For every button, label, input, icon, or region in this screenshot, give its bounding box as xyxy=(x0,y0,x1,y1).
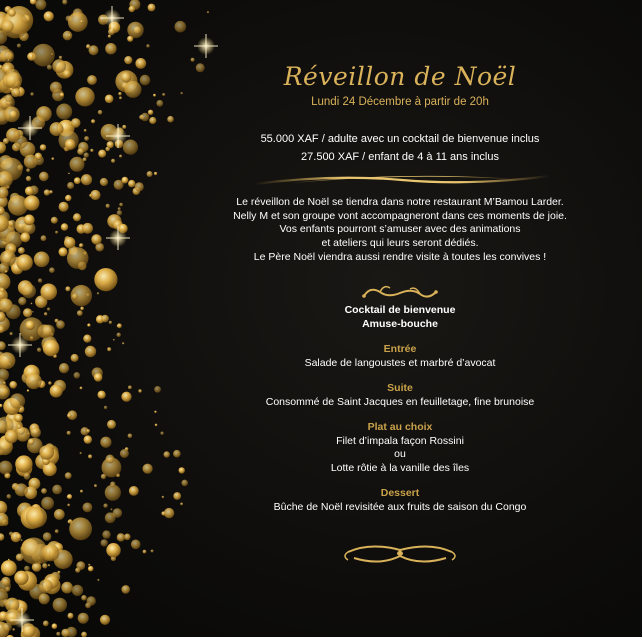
gold-dot xyxy=(3,382,6,385)
gold-dot xyxy=(49,190,52,193)
gold-dot xyxy=(55,231,58,234)
gold-dot xyxy=(39,593,50,604)
gold-dot xyxy=(124,56,132,64)
gold-dot xyxy=(61,582,73,594)
gold-dot xyxy=(154,411,156,413)
course-item: Filet d’impala façon Rossini xyxy=(336,434,464,447)
gold-dot xyxy=(102,530,110,538)
gold-dot xyxy=(68,34,71,37)
gold-dot xyxy=(105,95,114,104)
gold-dot xyxy=(24,195,39,210)
gold-dot xyxy=(154,386,161,393)
gold-dot xyxy=(154,172,157,175)
gold-dot xyxy=(162,93,165,96)
intro-line: et ateliers qui leurs seront dédiés. xyxy=(321,237,479,250)
gold-dot xyxy=(41,235,47,241)
gold-dot xyxy=(32,44,55,67)
gold-dot xyxy=(17,44,21,48)
gold-dot xyxy=(77,310,83,316)
price-adult: 55.000 XAF / adulte avec un cocktail de bienvenue inclus xyxy=(260,133,540,145)
gold-dot xyxy=(128,386,132,390)
gold-dot xyxy=(86,44,90,48)
gold-dot xyxy=(107,347,111,351)
gold-dot xyxy=(175,21,187,33)
gold-dot xyxy=(24,155,38,169)
intro-line: Le réveillon de Noël se tiendra dans notre restaurant M’Bamou Larder. xyxy=(236,196,564,208)
gold-dot xyxy=(85,346,96,357)
gold-dot xyxy=(86,429,90,433)
gold-dot xyxy=(181,480,188,487)
gold-dot xyxy=(117,333,121,337)
gold-dot xyxy=(98,391,106,399)
gold-dot xyxy=(0,352,15,369)
sparkle xyxy=(100,6,124,30)
gold-dot xyxy=(2,535,4,537)
gold-dot xyxy=(72,585,83,596)
gold-dot xyxy=(25,186,34,195)
gold-dot xyxy=(46,589,48,591)
gold-dot xyxy=(49,267,55,273)
gold-dot xyxy=(84,136,89,141)
gold-dot xyxy=(5,270,7,272)
gold-dot xyxy=(143,464,153,474)
gold-dot xyxy=(67,247,89,269)
gold-dot xyxy=(67,431,71,435)
gold-dot xyxy=(119,155,122,158)
gold-dot xyxy=(16,254,32,270)
gold-dot xyxy=(128,180,135,187)
gold-dot xyxy=(59,363,69,373)
gold-dot xyxy=(100,178,108,186)
intro-line: Nelly M et son groupe vont accompagneront dans ces moments de joie. xyxy=(233,209,567,222)
gold-dot xyxy=(5,430,18,443)
gold-dot xyxy=(129,486,139,496)
gold-dot xyxy=(77,148,84,155)
gold-dot xyxy=(43,532,52,541)
gold-dot xyxy=(60,93,64,97)
gold-dot xyxy=(83,158,87,162)
gold-dot xyxy=(43,340,60,357)
gold-dot xyxy=(11,88,20,97)
gold-dot xyxy=(71,118,81,128)
gold-dot xyxy=(44,312,47,315)
gold-dot xyxy=(80,490,83,493)
gold-dot xyxy=(0,250,16,266)
course-title-suite: Suite xyxy=(387,382,413,394)
gold-dot xyxy=(118,207,121,210)
gold-dot xyxy=(0,533,4,540)
gold-dot xyxy=(122,342,124,344)
gold-dot xyxy=(32,311,34,313)
gold-dot xyxy=(50,82,62,94)
course-title-plat: Plat au choix xyxy=(367,421,433,433)
gold-dot xyxy=(109,321,112,324)
gold-dot xyxy=(122,125,126,129)
course-item: Bûche de Noël revisitée aux fruits de saison du Congo xyxy=(273,500,527,513)
gold-dot xyxy=(101,315,109,323)
gold-dot xyxy=(55,529,59,533)
gold-dot xyxy=(26,176,31,181)
gold-dot xyxy=(76,561,85,570)
gold-dot xyxy=(47,308,50,311)
gold-dot xyxy=(113,339,115,341)
gold-dot xyxy=(167,116,174,123)
gold-dot xyxy=(24,215,35,226)
gold-dot xyxy=(27,433,29,435)
gold-dot xyxy=(38,278,42,282)
gold-dot xyxy=(26,506,47,527)
gold-dot xyxy=(148,4,156,12)
gold-dot xyxy=(68,613,74,619)
gold-dot xyxy=(156,100,163,107)
gold-dot xyxy=(61,629,69,637)
gold-dot xyxy=(74,177,81,184)
gold-dot xyxy=(149,117,156,124)
gold-dot xyxy=(0,49,14,63)
gold-dot xyxy=(24,473,31,480)
gold-dot xyxy=(117,533,125,541)
gold-dot xyxy=(107,420,116,429)
gold-dot xyxy=(28,438,35,445)
gold-dot xyxy=(90,149,93,152)
gold-dot xyxy=(80,452,82,454)
gold-dot xyxy=(65,195,71,201)
gold-dot xyxy=(84,129,87,132)
gold-dot xyxy=(106,455,115,464)
gold-dot xyxy=(16,534,22,540)
gold-dot xyxy=(1,577,10,586)
gold-dot xyxy=(98,110,103,115)
gold-dot xyxy=(83,503,93,513)
gold-dot xyxy=(88,564,90,566)
course-item: Consommé de Saint Jacques en feuilletage, fine brunoise xyxy=(265,395,535,408)
gold-dot xyxy=(135,182,144,191)
course-item: Salade de langoustes et marbré d’avocat xyxy=(304,356,496,369)
gold-dot xyxy=(121,72,132,83)
gold-dot xyxy=(81,595,87,601)
gold-dot xyxy=(44,189,50,195)
gold-dot xyxy=(1,20,14,33)
gold-dot xyxy=(42,544,59,561)
gold-dot xyxy=(80,387,83,390)
gold-dot xyxy=(26,168,30,172)
gold-dot xyxy=(61,223,68,230)
gold-dot xyxy=(12,628,15,631)
gold-dot xyxy=(41,497,54,510)
gold-dot xyxy=(110,482,115,487)
gold-dot xyxy=(70,157,85,172)
course-item-or: ou xyxy=(394,448,406,460)
gold-dot xyxy=(50,385,63,398)
gold-dot xyxy=(56,320,65,329)
gold-dot xyxy=(67,413,71,417)
intro-text xyxy=(190,196,610,265)
amuse-bouche: Amuse-bouche xyxy=(362,317,438,330)
bottom-flourish-ornament xyxy=(340,540,460,570)
gold-dot xyxy=(68,520,71,523)
gold-dot xyxy=(48,381,51,384)
gold-dot xyxy=(106,204,110,208)
gold-dot xyxy=(91,234,101,244)
gold-dot xyxy=(164,451,170,457)
gold-dot xyxy=(14,414,22,422)
gold-dot xyxy=(131,540,141,550)
gold-dot xyxy=(123,140,138,155)
gold-dot xyxy=(78,613,89,624)
gold-dot xyxy=(34,251,50,267)
menu-list xyxy=(190,304,610,514)
gold-dot xyxy=(111,508,113,510)
gold-dot xyxy=(88,566,94,572)
gold-dot xyxy=(62,0,67,4)
course-item: Lotte rôtie à la vanille des îles xyxy=(330,461,470,474)
gold-dot xyxy=(164,508,174,518)
gold-dot xyxy=(75,87,94,106)
gold-dot xyxy=(67,504,70,507)
gold-dot xyxy=(71,354,79,362)
gold-dot xyxy=(4,107,20,123)
gold-dot xyxy=(42,325,54,337)
gold-dot xyxy=(59,247,68,256)
gold-dot xyxy=(27,389,29,391)
gold-dot xyxy=(125,447,129,451)
gold-dot xyxy=(40,284,57,301)
gold-dot xyxy=(84,435,92,443)
gold-dot xyxy=(31,303,33,305)
gold-dot xyxy=(6,128,20,142)
price-child: 27.500 XAF / enfant de 4 à 11 ans inclus xyxy=(301,151,499,163)
gold-dot xyxy=(67,182,74,189)
gold-dot xyxy=(97,292,99,294)
gold-dot xyxy=(26,373,42,389)
gold-dot xyxy=(63,70,71,78)
gold-dot xyxy=(88,455,92,459)
gold-dot xyxy=(155,424,158,427)
course-title-entree: Entrée xyxy=(383,343,417,355)
gold-dot xyxy=(59,56,62,59)
price-list xyxy=(190,130,610,166)
gold-dot xyxy=(143,550,147,554)
gold-dot xyxy=(59,202,69,212)
gold-dot xyxy=(56,632,60,636)
gold-dot xyxy=(39,445,54,460)
gold-dot xyxy=(148,110,153,115)
gold-dot xyxy=(64,237,75,248)
gold-dot xyxy=(7,494,12,499)
gold-dot xyxy=(127,22,143,38)
gold-dot xyxy=(56,104,72,120)
gold-dot xyxy=(111,159,115,163)
gold-dot xyxy=(73,213,81,221)
gold-dot xyxy=(1,560,17,576)
course-title-dessert: Dessert xyxy=(380,487,420,499)
gold-dot xyxy=(104,406,107,409)
gold-dot xyxy=(41,488,47,494)
gold-dot xyxy=(140,75,151,86)
gold-dot xyxy=(25,321,35,331)
gold-dot xyxy=(68,173,70,175)
gold-dot xyxy=(23,308,32,317)
gold-dot xyxy=(151,550,154,553)
gold-dot xyxy=(81,632,87,637)
gold-dot xyxy=(108,28,115,35)
gold-dot xyxy=(79,243,83,247)
gold-dot xyxy=(87,596,96,605)
gold-dot xyxy=(119,97,122,100)
gold-dot xyxy=(53,598,67,612)
gold-dot xyxy=(141,113,150,122)
gold-dot xyxy=(94,484,97,487)
gold-dot xyxy=(20,232,30,242)
gold-dot xyxy=(82,223,93,234)
gold-dot xyxy=(84,152,89,157)
intro-line: Vos enfants pourront s’amuser avec des animations xyxy=(279,223,521,236)
gold-dot xyxy=(65,472,72,479)
gold-dot xyxy=(54,509,65,520)
gold-dot xyxy=(118,92,121,95)
gold-dot xyxy=(105,43,116,54)
gold-dot xyxy=(30,92,33,95)
gold-dot xyxy=(42,563,47,568)
gold-dot xyxy=(100,437,111,448)
gold-dot xyxy=(80,307,84,311)
gold-dot xyxy=(44,11,54,21)
gold-dot xyxy=(97,579,99,581)
gold-dot xyxy=(0,404,2,407)
gold-dot xyxy=(5,94,13,102)
gold-dot xyxy=(146,44,149,47)
gold-dot xyxy=(80,20,83,23)
gold-dot xyxy=(14,571,28,585)
gold-dot xyxy=(18,297,26,305)
menu-content xyxy=(190,0,610,637)
gold-dot xyxy=(10,393,25,408)
welcome-cocktail: Cocktail de bienvenue xyxy=(344,304,456,316)
gold-dot xyxy=(15,483,28,496)
gold-dot xyxy=(89,194,92,197)
gold-dot xyxy=(67,494,72,499)
gold-dot xyxy=(15,455,32,472)
gold-dot xyxy=(74,372,81,379)
gold-dot xyxy=(69,517,92,540)
gold-dot xyxy=(65,139,76,150)
gold-dot xyxy=(72,294,78,300)
gold-dot xyxy=(68,12,88,32)
gold-dot xyxy=(52,485,62,495)
gold-dot xyxy=(98,150,106,158)
gold-dot xyxy=(9,220,16,227)
gold-dot xyxy=(94,373,103,382)
gold-dot xyxy=(37,348,41,352)
gold-dot xyxy=(39,579,53,593)
gold-dot xyxy=(10,332,13,335)
gold-dot xyxy=(43,621,49,627)
gold-dot xyxy=(103,504,107,508)
gold-dot xyxy=(0,501,7,515)
gold-dot xyxy=(125,81,142,98)
gold-dot xyxy=(51,217,58,224)
gold-dot xyxy=(8,9,16,17)
gold-dot xyxy=(121,392,131,402)
gold-dot xyxy=(52,623,58,629)
gold-dot xyxy=(65,286,70,291)
gold-dot xyxy=(39,172,49,182)
gold-dot xyxy=(81,174,92,185)
gold-dot xyxy=(40,144,46,150)
gold-dot xyxy=(173,492,181,500)
gold-dot xyxy=(121,585,130,594)
gold-dot xyxy=(105,512,116,523)
gold-dot xyxy=(22,284,36,298)
gold-dot xyxy=(138,389,141,392)
gold-swash-divider xyxy=(252,170,552,190)
gold-dot xyxy=(135,58,146,69)
gold-dot xyxy=(128,434,133,439)
page-title: Réveillon de Noël xyxy=(283,62,517,91)
gold-dot xyxy=(117,323,122,328)
gold-dot xyxy=(0,187,8,199)
gold-dot xyxy=(160,432,163,435)
gold-dot xyxy=(117,210,122,215)
gold-dot xyxy=(87,75,97,85)
gold-dot xyxy=(83,335,91,343)
gold-dot xyxy=(173,450,181,458)
gold-dot xyxy=(101,539,108,546)
gold-dot xyxy=(91,119,95,123)
confetti-dots xyxy=(0,0,218,637)
gold-dot xyxy=(106,543,120,557)
gold-dot xyxy=(162,496,164,498)
gold-dot xyxy=(0,461,12,475)
gold-dot xyxy=(21,539,23,541)
gold-dot xyxy=(105,485,121,501)
gold-dot xyxy=(180,503,183,506)
gold-dot xyxy=(119,203,123,207)
gold-dot xyxy=(114,180,124,190)
gold-dot xyxy=(129,6,135,12)
event-date: Lundi 24 Décembre à partir de 20h xyxy=(311,96,489,108)
gold-dot xyxy=(18,247,25,254)
intro-line: Le Père Noël viendra aussi rendre visite à toutes les convives ! xyxy=(253,250,547,263)
gold-dot xyxy=(35,0,46,10)
small-swirl-ornament xyxy=(360,282,440,304)
gold-dot xyxy=(52,157,55,160)
gold-dot xyxy=(0,385,10,400)
gold-dot xyxy=(100,615,110,625)
gold-dot xyxy=(5,72,22,89)
gold-dot xyxy=(147,171,153,177)
gold-dot xyxy=(52,59,66,73)
gold-dot xyxy=(17,424,22,429)
gold-dot xyxy=(48,564,50,566)
gold-dot xyxy=(87,324,90,327)
gold-dot xyxy=(94,268,117,291)
gold-dot xyxy=(9,381,17,389)
gold-dot xyxy=(181,92,183,94)
gold-dot xyxy=(24,566,30,572)
gold-dot xyxy=(0,369,9,381)
gold-dot xyxy=(30,427,41,438)
gold-dot xyxy=(179,467,185,473)
gold-dot xyxy=(153,94,156,97)
gold-dot xyxy=(0,341,6,350)
